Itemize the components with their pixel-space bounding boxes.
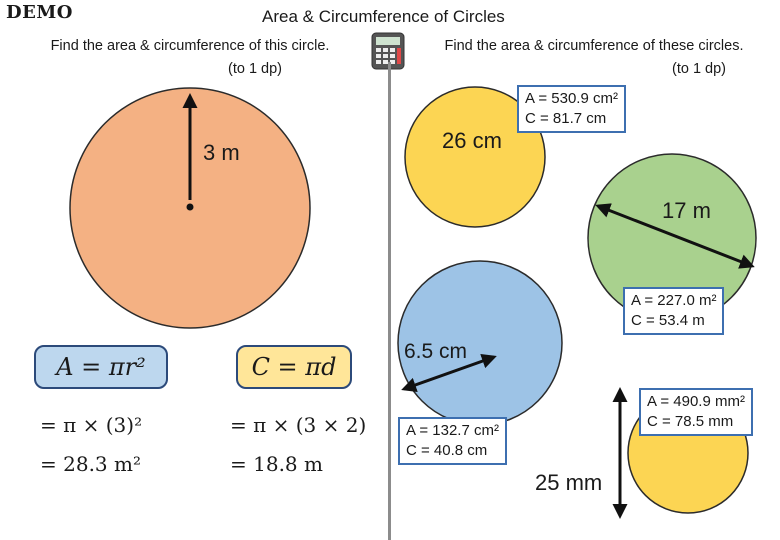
label-26cm: 26 cm [442, 128, 502, 153]
label-25mm: 25 mm [535, 470, 603, 495]
answer-circumference: C = 53.4 m [631, 312, 705, 329]
label-6-5cm: 6.5 cm [404, 340, 468, 363]
demo-label: DEMO [6, 2, 73, 23]
answer-area: A = 490.9 mm² [647, 393, 745, 410]
answer-box-26cm [517, 85, 626, 133]
answer-area: A = 530.9 cm² [525, 90, 618, 107]
page-title: Area & Circumference of Circles [262, 7, 505, 26]
answer-box-6-5cm [398, 417, 507, 465]
left-instruction-line1: Find the area & circumference of this circle. [50, 38, 330, 54]
label-17m: 17 m [662, 198, 711, 223]
area-step1: = π × (3)² [40, 413, 143, 437]
answer-area: A = 227.0 m² [631, 292, 717, 309]
area-step2: = 28.3 m² [40, 452, 141, 476]
center-dot [187, 204, 194, 211]
circumference-formula: C = πd [236, 345, 352, 389]
answer-circumference: C = 40.8 cm [406, 442, 488, 459]
area-formula: A = πr² [34, 345, 168, 389]
answer-box-25mm [639, 388, 753, 436]
circumference-step1: = π × (3 × 2) [230, 413, 367, 437]
right-instruction-line2: (to 1 dp) [672, 61, 726, 77]
answer-box-17m [623, 287, 724, 335]
left-instruction-line2: (to 1 dp) [228, 61, 282, 77]
answer-circumference: C = 78.5 mm [647, 413, 734, 430]
answer-area: A = 132.7 cm² [406, 422, 499, 439]
right-instruction-line1: Find the area & circumference of these circles. [444, 38, 744, 54]
circumference-step2: = 18.8 m [230, 452, 323, 476]
answer-circumference: C = 81.7 cm [525, 110, 607, 127]
radius-label: 3 m [203, 140, 240, 165]
